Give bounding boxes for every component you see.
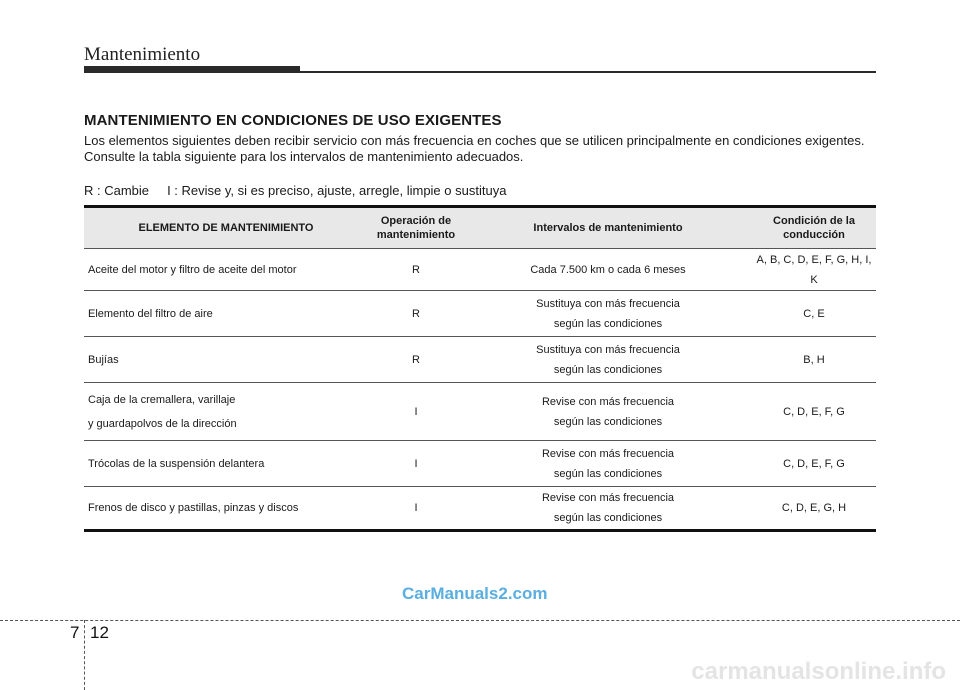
- cell-condition: C, D, E, G, H: [752, 487, 876, 531]
- cell-condition: C, D, E, F, G: [752, 441, 876, 487]
- table-header-row: [84, 207, 876, 249]
- cell-interval: Sustituya con más frecuencia según las condiciones: [464, 337, 752, 383]
- cell-operation: I: [368, 441, 464, 487]
- intro-text: [84, 133, 876, 165]
- cell-interval: Revise con más frecuencia según las condiciones: [464, 383, 752, 441]
- cell-item: Bujías: [84, 337, 368, 383]
- watermark-link[interactable]: CarManuals2.com: [402, 584, 548, 603]
- header-rule-thick: [84, 66, 300, 73]
- cell-interval: Revise con más frecuencia según las condiciones: [464, 441, 752, 487]
- cell-condition: A, B, C, D, E, F, G, H, I, K: [752, 249, 876, 291]
- footer-dashed-divider: [84, 620, 85, 690]
- footer-dashed-rule: [0, 620, 960, 621]
- page-number: 12: [90, 623, 109, 642]
- cell-interval: Revise con más frecuencia según las condiciones: [464, 487, 752, 531]
- intro-paragraph-1: Los elementos siguientes deben recibir servicio con más frecuencia en coches que se utilicen principalmente en condiciones exigentes.: [84, 133, 865, 148]
- cell-operation: R: [368, 291, 464, 337]
- header-condition: Condición de la conducción: [752, 207, 876, 249]
- table-row: [84, 487, 876, 531]
- cell-condition: C, E: [752, 291, 876, 337]
- cell-operation: I: [368, 383, 464, 441]
- table-row: [84, 249, 876, 291]
- site-credit: carmanualsonline.info: [691, 658, 946, 685]
- table-row: [84, 337, 876, 383]
- chapter-title: Mantenimiento: [84, 44, 201, 65]
- header-operation: Operación de mantenimiento: [368, 207, 464, 249]
- header-rule-thin: [300, 71, 876, 73]
- table-row: [84, 383, 876, 441]
- cell-operation: R: [368, 249, 464, 291]
- cell-item: Trócolas de la suspensión delantera: [84, 441, 368, 487]
- table-row: [84, 441, 876, 487]
- header-interval: Intervalos de mantenimiento: [464, 207, 752, 249]
- page-chapter-number: 7: [70, 623, 80, 642]
- cell-item: Elemento del filtro de aire: [84, 291, 368, 337]
- cell-condition: B, H: [752, 337, 876, 383]
- cell-item: Aceite del motor y filtro de aceite del motor: [84, 249, 368, 291]
- cell-item: Frenos de disco y pastillas, pinzas y discos: [84, 487, 368, 531]
- cell-operation: I: [368, 487, 464, 531]
- header-item: ELEMENTO DE MANTENIMIENTO: [84, 207, 368, 249]
- cell-operation: R: [368, 337, 464, 383]
- section-title: MANTENIMIENTO EN CONDICIONES DE USO EXIGENTES: [84, 112, 502, 129]
- table-row: [84, 291, 876, 337]
- cell-item: Caja de la cremallera, varillaje y guardapolvos de la dirección: [84, 383, 368, 441]
- cell-interval: Cada 7.500 km o cada 6 meses: [464, 249, 752, 291]
- cell-interval: Sustituya con más frecuencia según las condiciones: [464, 291, 752, 337]
- intro-paragraph-2: Consulte la tabla siguiente para los intervalos de mantenimiento adecuados.: [84, 149, 524, 164]
- legend-text: R : Cambie I : Revise y, si es preciso, ajuste, arregle, limpie o sustituya: [84, 183, 507, 198]
- maintenance-table: [84, 205, 876, 532]
- cell-condition: C, D, E, F, G: [752, 383, 876, 441]
